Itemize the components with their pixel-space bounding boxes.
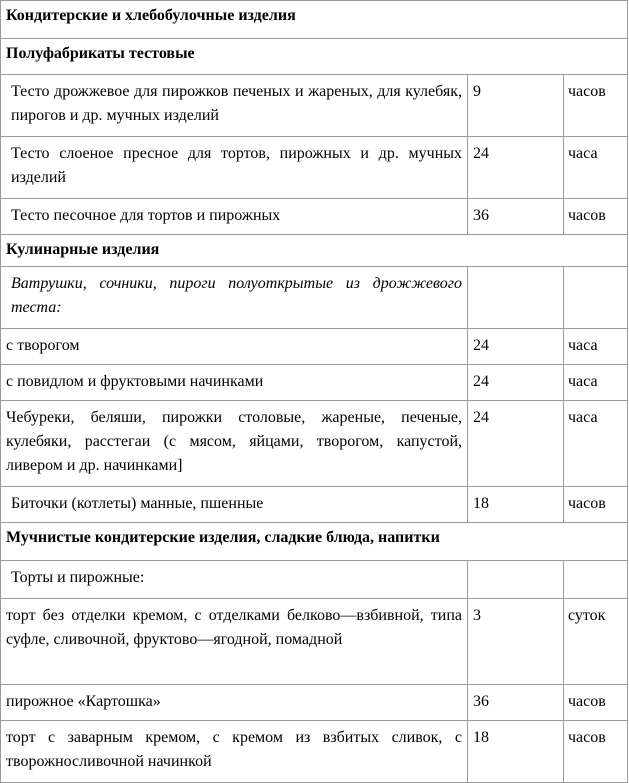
section-title: Кондитерские и хлебобулочные изделия [1,1,628,39]
storage-quantity: 3 [468,599,564,685]
section-row [1,39,628,75]
table-row [1,329,628,365]
storage-quantity: 36 [468,199,564,235]
storage-unit: часов [564,487,628,523]
table-row [1,721,628,783]
storage-quantity: 24 [468,137,564,199]
table-row [1,401,628,487]
product-name: Биточки (котлеты) манные, пшенные [1,487,468,523]
product-group-name: Торты и пирожные: [1,561,468,599]
section-row [1,235,628,267]
table-row [1,685,628,721]
product-name: Тесто песочное для тортов и пирожных [1,199,468,235]
product-name: Тесто слоеное пресное для тортов, пирожных и др. мучных изделий [1,137,468,199]
table-row [1,75,628,137]
table-row [1,599,628,685]
table-row [1,487,628,523]
product-group-name: Ватрушки, сочники, пироги полуоткрытые из дрожжевого теста: [1,267,468,329]
table-row [1,199,628,235]
table-row [1,137,628,199]
storage-quantity: 18 [468,487,564,523]
storage-unit: суток [564,599,628,685]
storage-unit [564,561,628,599]
storage-unit: часа [564,329,628,365]
section-title: Кулинарные изделия [1,235,628,267]
storage-quantity [468,267,564,329]
storage-unit: часа [564,137,628,199]
section-title: Полуфабрикаты тестовые [1,39,628,75]
section-row [1,1,628,39]
product-name: Чебуреки, беляши, пирожки столовые, жареные, печеные, кулебяки, расстегаи (с мясом, яйцами, творогом, капустой, ливером и др. начинками] [1,401,468,487]
storage-quantity: 24 [468,365,564,401]
storage-unit: часа [564,365,628,401]
storage-quantity: 36 [468,685,564,721]
storage-quantity [468,561,564,599]
product-name: с творогом [1,329,468,365]
storage-quantity: 24 [468,329,564,365]
product-name: пирожное «Картошка» [1,685,468,721]
storage-unit [564,267,628,329]
storage-unit: часов [564,75,628,137]
storage-unit: часов [564,721,628,783]
storage-quantity: 24 [468,401,564,487]
table-row [1,365,628,401]
storage-unit: часов [564,199,628,235]
product-name: торт с заварным кремом, с кремом из взбитых сливок, с творожносливочной начинкой [1,721,468,783]
product-name: Тесто дрожжевое для пирожков печеных и жареных, для кулебяк, пирогов и др. мучных изделий [1,75,468,137]
product-name: с повидлом и фруктовыми начинками [1,365,468,401]
storage-quantity: 18 [468,721,564,783]
product-name: торт без отделки кремом, с отделками белково—взбивной, типа суфле, сливочной, фруктово—ягодной, помадной [1,599,468,685]
storage-unit: часов [564,685,628,721]
storage-quantity: 9 [468,75,564,137]
section-title: Мучнистые кондитерские изделия, сладкие блюда, напитки [1,523,628,561]
section-row [1,523,628,561]
table-row [1,267,628,329]
storage-unit: часа [564,401,628,487]
table-row [1,561,628,599]
